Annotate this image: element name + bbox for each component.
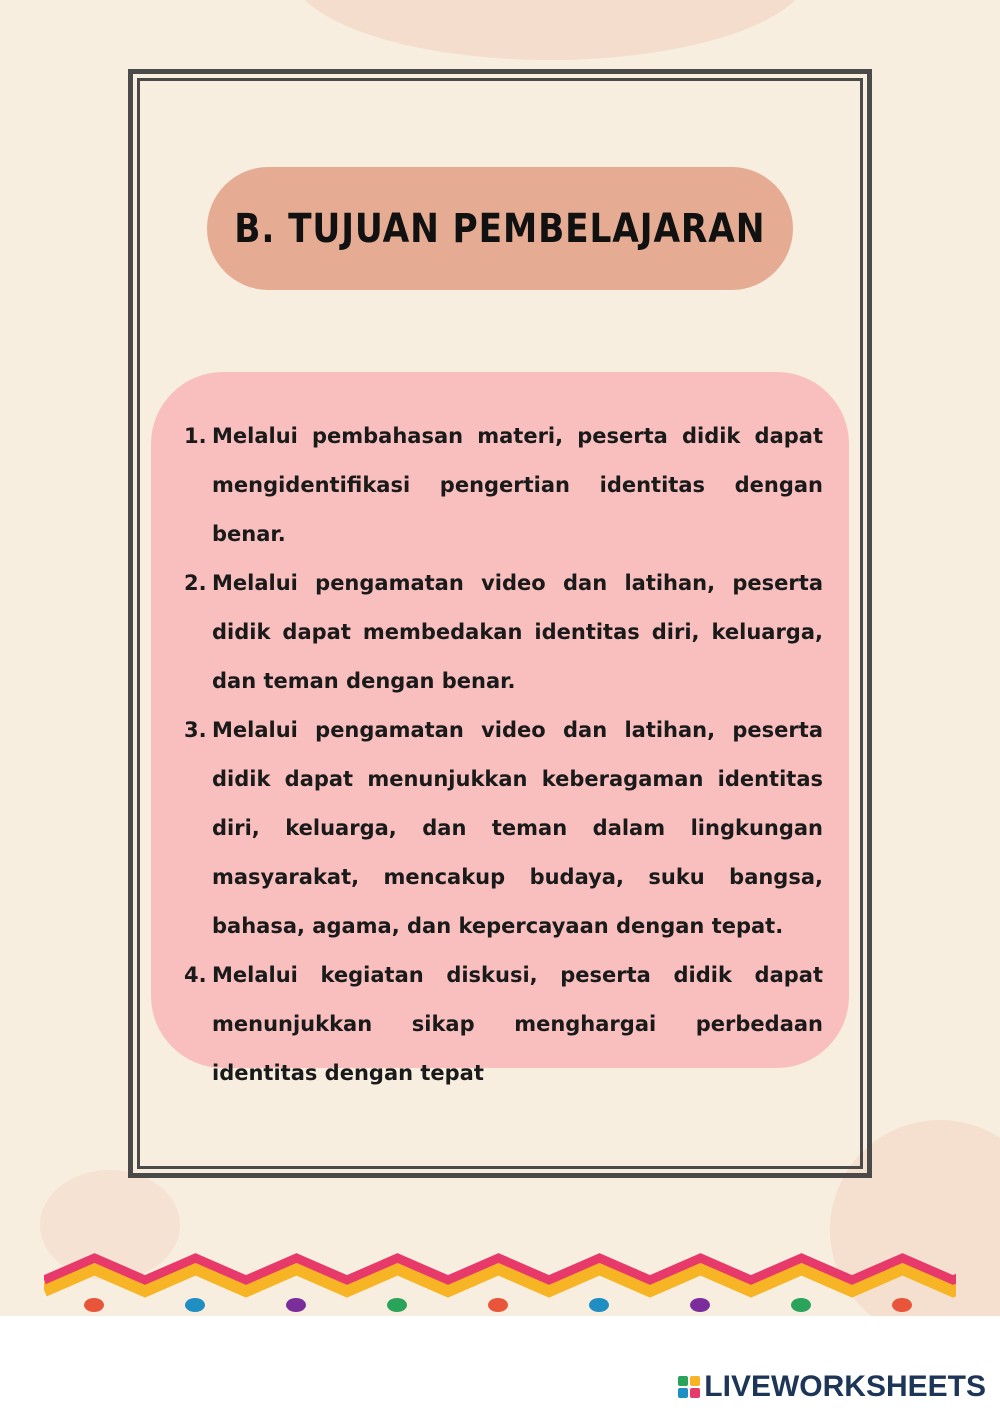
zigzag-dots (84, 1298, 912, 1312)
goal-text: Melalui pembahasan materi, peserta didik dapat mengidentifikasi pengertian identitas dengan benar. (212, 424, 823, 546)
goal-number: 2. (184, 571, 207, 595)
logo-square-icon (678, 1388, 688, 1398)
goal-number: 1. (184, 424, 207, 448)
goal-item (182, 559, 823, 706)
page-title: B. TUJUAN PEMBELAJARAN (234, 205, 766, 252)
goal-item (182, 706, 823, 951)
zigzag-dot (892, 1298, 912, 1312)
brand-name: LIVEWORKSHEETS (704, 1370, 986, 1403)
goal-number: 4. (184, 963, 207, 987)
zigzag-yellow-line (44, 1268, 956, 1290)
zigzag-dot (791, 1298, 811, 1312)
goal-item (182, 951, 823, 1098)
logo-square-icon (690, 1376, 700, 1386)
goal-number: 3. (184, 718, 207, 742)
zigzag-dot (84, 1298, 104, 1312)
goal-item (182, 412, 823, 559)
goal-text: Melalui pengamatan video dan latihan, peserta didik dapat membedakan identitas diri, keluarga, dan teman dengan benar. (212, 571, 823, 693)
logo-square-icon (678, 1376, 688, 1386)
zigzag-dot (690, 1298, 710, 1312)
title-banner (207, 167, 793, 290)
zigzag-border-decoration (44, 1248, 956, 1316)
zigzag-dot (488, 1298, 508, 1312)
goal-text: Melalui kegiatan diskusi, peserta didik dapat menunjukkan sikap menghargai perbedaan identitas dengan tepat (212, 963, 823, 1085)
liveworksheets-logo-icon (678, 1376, 700, 1398)
zigzag-dot (387, 1298, 407, 1312)
zigzag-dot (286, 1298, 306, 1312)
brand-logo[interactable] (678, 1370, 986, 1404)
goals-list (182, 412, 823, 1098)
goal-text: Melalui pengamatan video dan latihan, peserta didik dapat menunjukkan keberagaman identitas diri, keluarga, dan teman dalam lingkungan masyarakat, mencakup budaya, suku bangsa, bahasa, agama, dan kepercayaan dengan tepat. (212, 718, 823, 938)
background-blob-top (290, 0, 810, 60)
logo-square-icon (690, 1388, 700, 1398)
zigzag-dot (185, 1298, 205, 1312)
zigzag-dot (589, 1298, 609, 1312)
